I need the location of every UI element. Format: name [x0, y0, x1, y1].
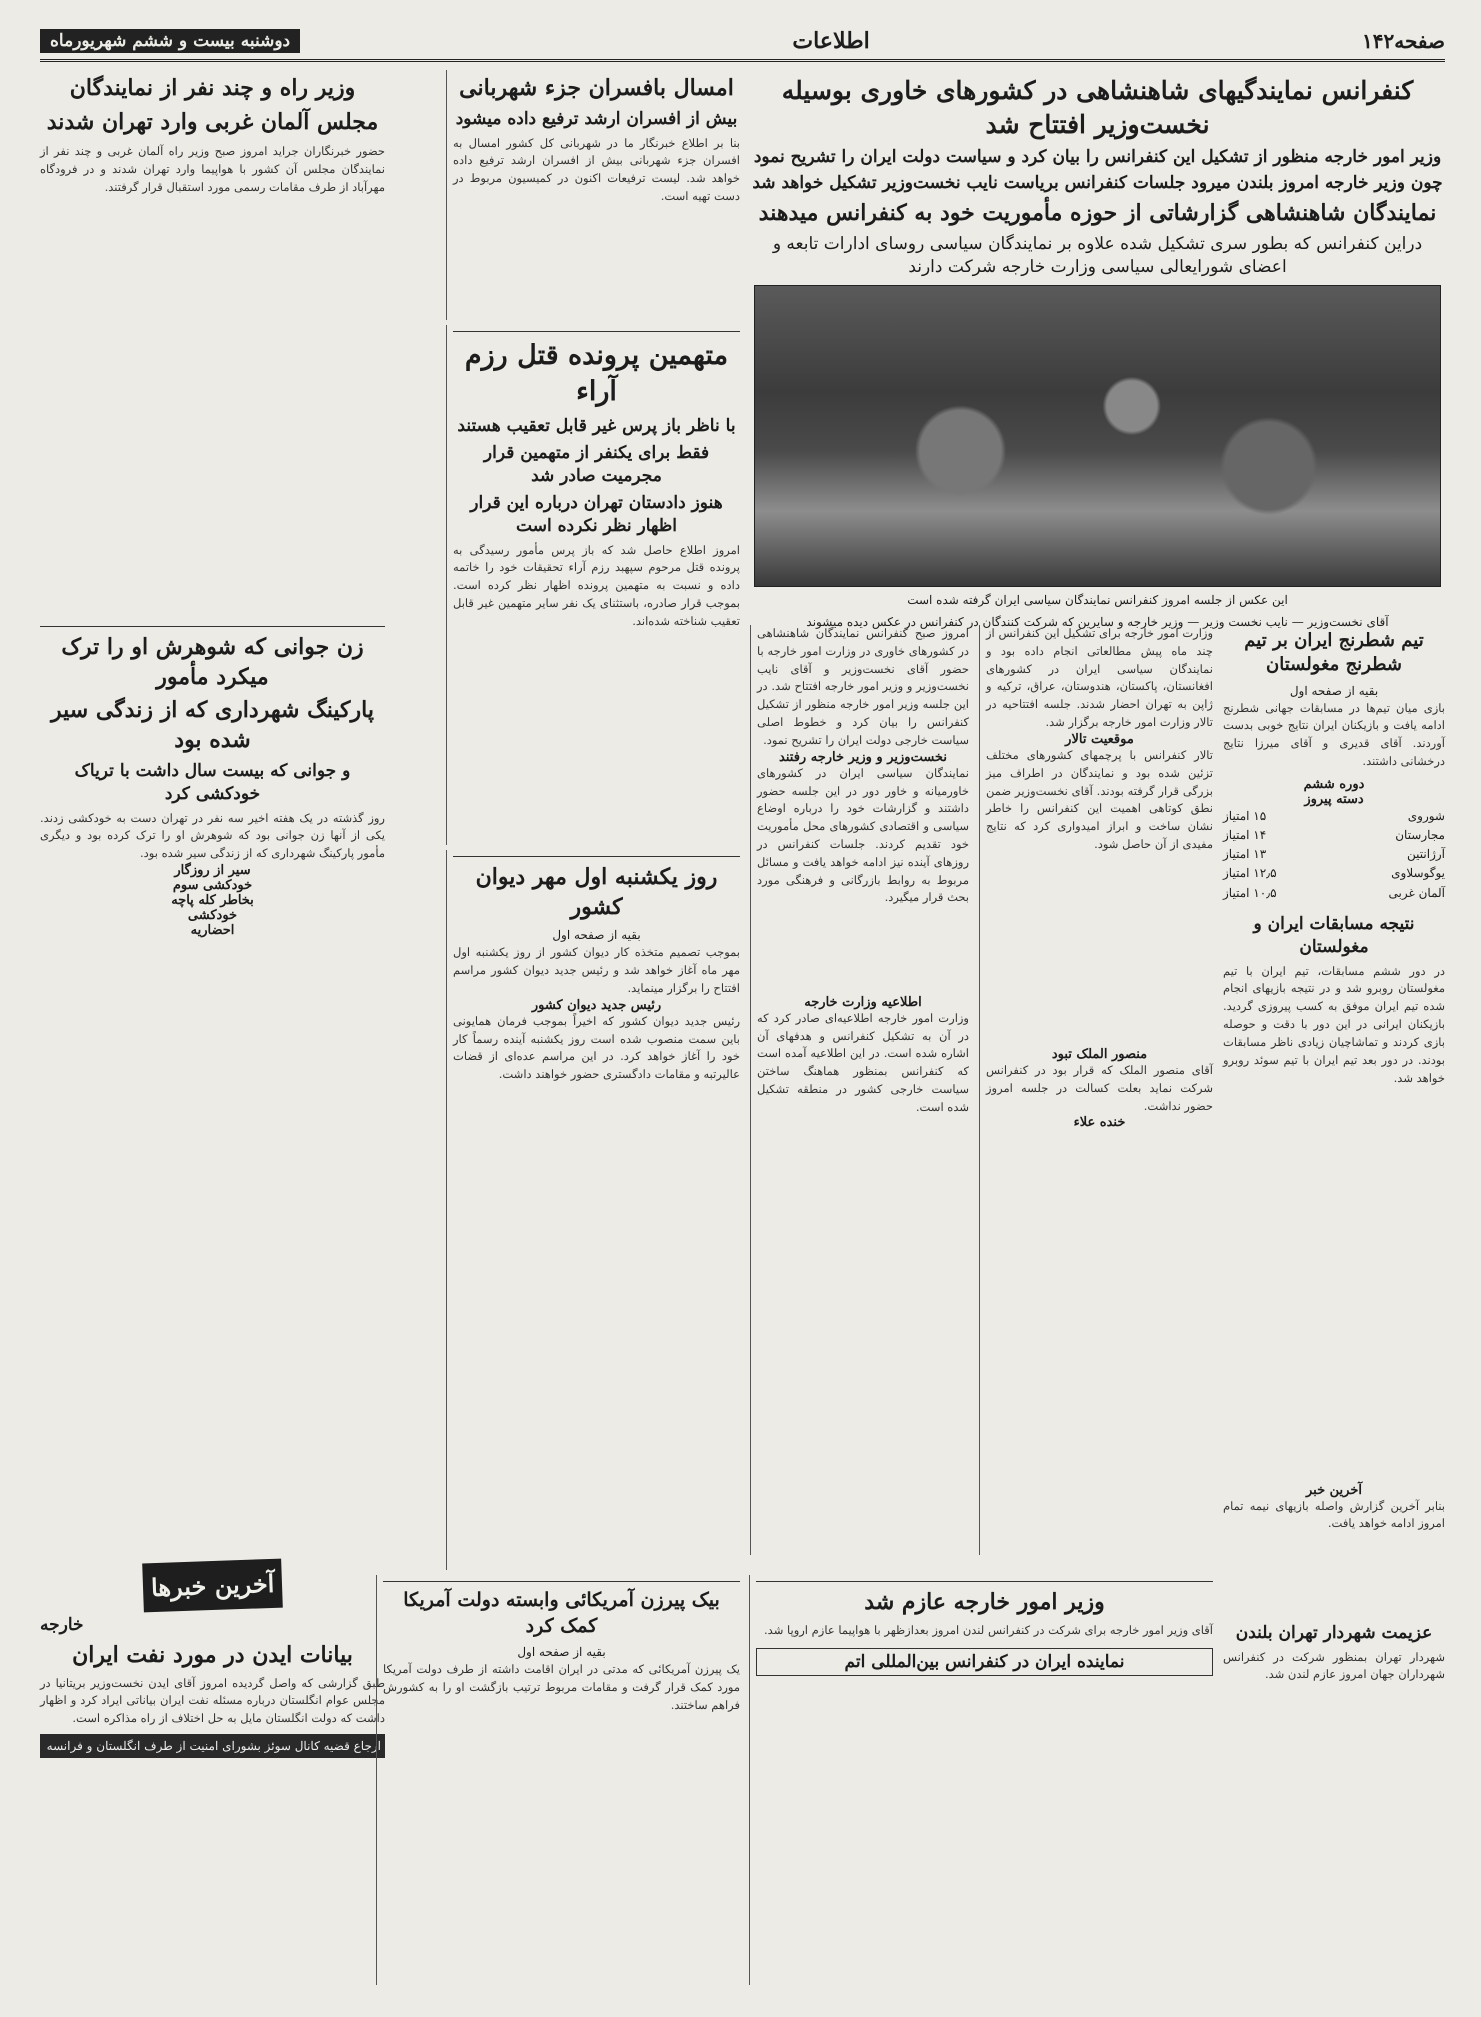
foreign-sub-1: نماینده ایران در کنفرانس بین‌المللی اتم [756, 1648, 1213, 1677]
result-row: آرژانتین ۱۳ امتیاز [1223, 847, 1445, 862]
conference-photo [754, 285, 1441, 587]
razmara-body: امروز اطلاع حاصل شد که باز پرس مأمور رسیدگی به پرونده قتل مرحوم سپهبد رزم آراء تحقیقات خود را خاتمه داده و نسبت به متهمین پرونده اظهار نظر کرده است. بموجب قرار صادره، باستثنای یک نفر سایر متهمین غیر قابل تعقیب شناخته شده‌اند. [453, 542, 740, 628]
chess-results-list [1223, 807, 1445, 903]
court-sub-1: رئیس جدید دیوان کشور [531, 997, 662, 1013]
minister-body: حضور خبرنگاران جراید امروز صبح وزیر راه آلمان غربی و چند نفر از نمایندگان مجلس آن کشور با هواپیما وارد تهران شدند و در فرودگاه مهرآباد از طرف مقامات رسمی مورد استقبال قرار گرفتند. [40, 144, 385, 194]
court-headline: روز یکشنبه اول مهر دیوان کشور [475, 864, 718, 920]
lead-body-filler-2: وزارت امور خارجه برای تشکیل این کنفرانس از چند ماه پیش مطالعاتی انجام داده بود و نمایندگان سیاسی ایران در کشورهای افغانستان، پاکستان، هندوستان، عراق، ترکیه و ژاپن به تهران احضار شدند. جلسه افتتاحیه در تالار وزارت امور خارجه برگزار شد. [986, 626, 1213, 730]
chess-continued: بقیه از صفحه اول [1289, 683, 1379, 698]
court-body: بموجب تصمیم متخذه کار دیوان کشور از روز یکشنبه اول مهر ماه آغاز خواهد شد و رئیس جدید دیوان کشور مراسم افتتاح را برگزار مینماید. [453, 945, 740, 995]
lead-story-col-2 [979, 625, 1219, 1555]
suicide-headline: زن جوانی که شوهرش او را ترک میکرد مأمور [61, 634, 364, 690]
american-continued: بقیه از صفحه اول [517, 1645, 606, 1660]
suicide-deck-1: پارکینگ شهرداری که از زندگی سیر شده بود [51, 697, 374, 754]
lead-story-col-1 [750, 625, 975, 1555]
officers-subhead: بیش از افسران ارشد ترفیع داده میشود [455, 108, 738, 129]
lead-body-filler-5: آقای منصور الملک که قرار بود در کنفرانس شرکت نماید بعلت کسالت در جلسه امروز حضور نداشت. [986, 1062, 1213, 1113]
latest-body: طبق گزارشی که واصل گردیده امروز آقای ایدن نخست‌وزیر بریتانیا در مجلس عوام انگلستان درباره مسئله نفت ایران بیاناتی ایراد کرد و اظهار داشت که دولت انگلستان مایل به حل اختلاف از راه مذاکره است. [40, 1675, 385, 1726]
court-continued: بقیه از صفحه اول [552, 928, 641, 943]
court-body-filler: رئیس جدید دیوان کشور که اخیراً بموجب فرمان همایونی باین سمت منصوب شده است روز یکشنبه آینده رسماً کار خود را آغاز خواهد کرد. در این مراسم عده‌ای از قضات عالیرتبه و مقامات دادگستری حضور خواهند داشت. [453, 1013, 740, 1082]
foreign-affairs-story [749, 1575, 1219, 1985]
lead-sub-4: منصور الملک تبود [1051, 1046, 1148, 1062]
american-headline: بیک پیرزن آمریکائی وابسته دولت آمریکا کمک کرد [403, 1589, 720, 1637]
latest-news [40, 1555, 385, 1985]
suicide-sub-4: خودکشی [187, 908, 238, 924]
lead-body-filler-1: ​نمایندگان سیاسی ایران در کشورهای خاورمیانه و خاور دور در این جلسه حضور داشتند و گزارشات خود را درباره اوضاع سیاسی و اقتصادی کشورهای محل مأموریت خود تقدیم کردند. جلسات کنفرانس در روزهای آینده نیز ادامه خواهد یافت و مسائل مربوط به روابط بازرگانی و فرهنگی مورد بحث قرار میگیرد. [757, 765, 969, 905]
lead-sub-1: نخست‌وزیر و وزیر خارجه رفتند [779, 749, 947, 765]
mayor-body: شهردار تهران بمنظور شرکت در کنفرانس شهرداران جهان امروز عازم لندن شد. [1223, 1649, 1445, 1682]
chess-body-filler: در دور ششم مسابقات، تیم ایران با تیم مغولستان روبرو شد و در نتیجه بازیهای انجام شده تیم ایران موفق به کسب پیروزی گردید. بازیکنان ایرانی در این دور با دقت و حوصله بازی کردند و تماشاچیان زیادی ناظر مسابقات بودند. در دور بعد تیم ایران با تیم سوئد روبرو خواهد شد. [1223, 963, 1445, 1085]
lead-deck-2: چون وزیر خارجه امروز بلندن میرود جلسات کنفرانس بریاست نایب نخست‌وزیر تشکیل خواهد شد [752, 173, 1443, 194]
lead-headline: کنفرانس نمایندگیهای شاهنشاهی در کشورهای خاوری بوسیله نخست‌وزیر افتتاح شد [781, 76, 1414, 139]
result-row: شوروی ۱۵ امتیاز [1223, 808, 1445, 823]
latest-section: خارجه [40, 1615, 84, 1635]
suicide-body: روز گذشته در یک هفته اخیر سه نفر در تهران دست به خودکشی زدند. یکی از آنها زن جوانی بود که شوهرش او را ترک کرده بود و دیگری مأمور پارکینگ شهرداری که از زندگی سیر شده بود. [40, 810, 385, 861]
minister-headline: وزیر راه و چند نفر از نمایندگان [69, 75, 356, 101]
american-body: یک پیرزن آمریکائی که مدتی در ایران اقامت داشته از طرف دولت آمریکا مورد کمک قرار گرفت و مقامات مربوط ترتیب بازگشت او را به کشورش فراهم ساختند. [383, 1662, 740, 1712]
officers-headline: امسال بافسران جزء شهربانی [459, 75, 734, 101]
officers-story [446, 70, 746, 320]
foreign-body: آقای وزیر امور خارجه برای شرکت در کنفرانس لندن امروز بعدازظهر با هواپیما عازم اروپا شد. [764, 1622, 1213, 1637]
latest-news-stamp: آخرین خبرها [142, 1559, 283, 1613]
chess-headline: تیم شطرنج ایران بر تیم شطرنج مغولستان [1244, 630, 1424, 676]
razmara-deck-1: با ناظر باز پرس غیر قابل تعقیب هستند [457, 415, 736, 436]
chess-sub-last: آخرین خبر [1306, 1482, 1362, 1498]
minister-subhead: مجلس آلمان غربی وارد تهران شدند [46, 108, 379, 135]
razmara-headline: متهمین پرونده قتل رزم آراء [464, 340, 729, 408]
lead-sub-5: خنده علاء [1073, 1115, 1126, 1131]
lead-deck-3: نمایندگان شاهنشاهی گزارشاتی از حوزه مأموریت خود به کنفرانس میدهند [758, 200, 1437, 227]
chess-body: بازی میان تیم‌ها در مسابقات جهانی شطرنج ادامه یافت و بازیکنان ایران نتایج خوبی بدست آوردند. آقای قدیری و آقای میرزا نتایج درخشانی داشتند. [1223, 700, 1445, 769]
lead-deck-1: وزیر امور خارجه منظور از تشکیل این کنفرانس را بیان کرد و سیاست دولت ایران را تشریح نمود [753, 146, 1442, 167]
issue-date: دوشنبه بیست و ششم شهریورماه [40, 29, 300, 53]
razmara-deck-3: هنوز دادستان تهران درباره این قرار اظهار نظر نکرده است [470, 492, 723, 536]
chess-group: دسته پیروز [1304, 791, 1364, 807]
photo-caption-1: این عکس از جلسه امروز کنفرانس نمایندگان سیاسی ایران گرفته شده است [907, 592, 1288, 607]
result-row: یوگوسلاوی ۱۲٫۵ امتیاز [1223, 866, 1445, 881]
chess-story [1223, 625, 1445, 1985]
razmara-deck-2: فقط برای یکنفر از متهمین قرار مجرمیت صادر شد [483, 442, 710, 486]
chess-round: دوره ششم [1303, 776, 1365, 792]
officers-body: بنا بر اطلاع خبرنگار ما در شهربانی کل کشور امسال به افسران جزء شهربانی بیش از افسران ارشد ترفیع داده خواهد شد. لیست ترفیعات اکنون در کمیسیون مربوط در دست تهیه است. [453, 135, 740, 204]
suicide-sub-2: خودکشی سوم [172, 878, 253, 894]
american-story [376, 1575, 746, 1985]
lead-sub-3: اطلاعیه وزارت خارجه [804, 994, 922, 1010]
result-row: آلمان غربی ۱۰٫۵ امتیاز [1223, 885, 1445, 900]
lead-story [750, 70, 1445, 629]
lead-deck-4: دراین کنفرانس که بطور سری تشکیل شده علاوه بر نمایندگان سیاسی روسای ادارات تابعه و اعضای شورایعالی سیاسی وزارت خارجه شرکت دارند [772, 234, 1423, 277]
suicide-sub-3: بخاطر کله پاچه [171, 893, 254, 909]
foreign-headline: وزیر امور خارجه عازم شد [864, 1589, 1105, 1615]
court-story [446, 850, 746, 1570]
suicide-sub-1: سیر از روزگار [174, 863, 251, 879]
suicide-story [40, 620, 385, 1550]
minister-story [40, 70, 385, 615]
result-row: مجارستان ۱۴ امتیاز [1223, 828, 1445, 843]
masthead [40, 22, 1445, 62]
chess-results-title: نتیجه مسابقات ایران و مغولستان [1253, 913, 1415, 957]
lead-body: امروز صبح کنفرانس نمایندگان شاهنشاهی در کشورهای خاوری در وزارت امور خارجه با حضور آقای نخست‌وزیر و آقای نایب نخست‌وزیر و وزیر امور خارجه افتتاح شد. در این جلسه وزیر امور خارجه منظور از تشکیل کنفرانس را بیان کرد و خطوط اصلی سیاست خارجی دولت ایران را تشریح نمود. [757, 626, 969, 747]
photo-caption-2: آقای نخست‌وزیر — نایب نخست وزیر — وزیر خارجه و سایرین که شرکت کنندگان در کنفرانس در عکس دیده میشوند [806, 614, 1389, 629]
razmara-story [446, 325, 746, 845]
lead-sub-2: موقعیت تالار [1065, 731, 1134, 747]
latest-headline: بیانات ایدن در مورد نفت ایران [72, 1641, 353, 1668]
latest-highlight: ارجاع قضیه کانال سوئز بشورای امنیت از طرف انگلستان و فرانسه [40, 1734, 385, 1758]
paper-name: اطلاعات [792, 27, 870, 54]
page-number: صفحه۱۴۲ [1362, 28, 1445, 53]
chess-sub-mayor: عزیمت شهردار تهران بلندن [1235, 1622, 1433, 1643]
suicide-deck-2: و جوانی که بیست سال داشت با تریاک خودکشی کرد [74, 760, 351, 804]
suicide-sub-5: احضاریه [190, 923, 235, 939]
chess-last-body: بنابر آخرین گزارش واصله بازیهای نیمه تمام امروز ادامه خواهد یافت. [1223, 1498, 1445, 1531]
lead-body-filler-4: تالار کنفرانس با پرچمهای کشورهای مختلف تزئین شده بود و نمایندگان در اطراف میز بزرگی قرار گرفته بودند. آقای نخست‌وزیر ضمن نطق کوتاهی اهمیت این کنفرانس را خاطر نشان ساخت و ابراز امیدواری کرد که نتایج مفیدی از آن حاصل شود. [986, 747, 1213, 851]
lead-body-filler-3: وزارت امور خارجه اطلاعیه‌ای صادر کرد که در آن به تشکیل کنفرانس و هدفهای آن اشاره شده است. در این اطلاعیه آمده است که کنفرانس بمنظور هماهنگ ساختن سیاست خارجی کشور در منطقه تشکیل شده است. [757, 1010, 969, 1114]
